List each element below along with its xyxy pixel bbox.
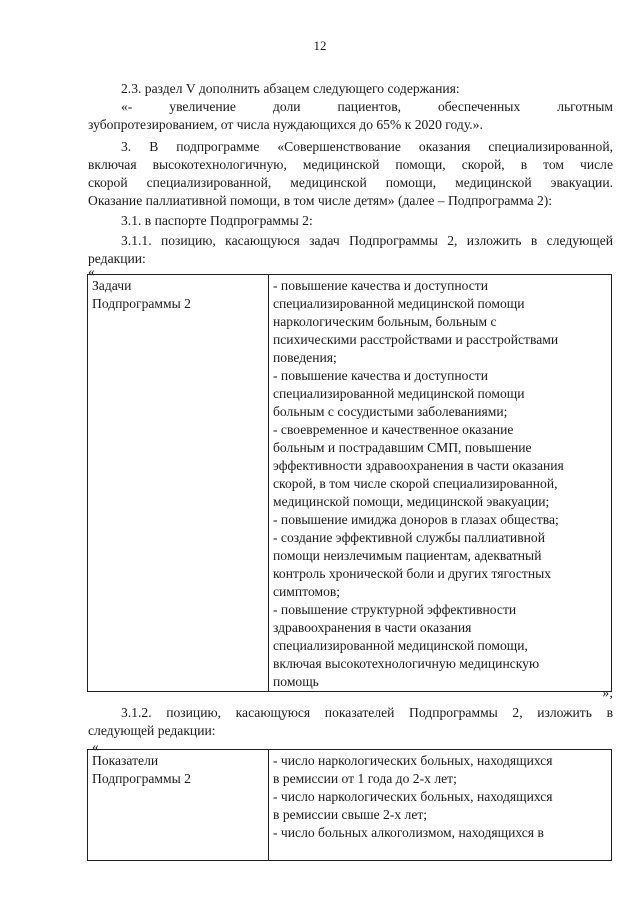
tasks-line: скорой, в том числе скорой специализированной, bbox=[273, 476, 558, 491]
quote-line-1: «- увеличение доли пациентов, обеспеченных льготным bbox=[121, 99, 613, 114]
item-2-3: 2.3. раздел V дополнить абзацем следующего содержания: bbox=[121, 81, 460, 96]
tasks-line: психическими расстройствами и расстройствами bbox=[273, 332, 559, 347]
item-3-line-1: 3. В подпрограмме «Совершенствование оказания специализированной, bbox=[121, 139, 613, 154]
indicators-table bbox=[87, 749, 612, 861]
tasks-line: контроль хронической боли и других тягостных bbox=[273, 566, 552, 581]
item-3-1-1-line-2: редакции: bbox=[88, 251, 146, 266]
indicators-label-line: Показатели bbox=[92, 753, 159, 768]
tasks-table bbox=[87, 274, 612, 692]
indicators-line: в ремиссии свыше 2-х лет; bbox=[273, 807, 428, 822]
indicators-line: в ремиссии от 1 года до 2-х лет; bbox=[273, 771, 457, 786]
tasks-line: симптомов; bbox=[273, 584, 341, 599]
tasks-line: больным и пострадавшим СМП, повышение bbox=[273, 440, 532, 455]
close-quote: »; bbox=[602, 685, 613, 700]
tasks-line: - своевременное и качественное оказание bbox=[273, 422, 514, 437]
tasks-line: специализированной медицинской помощи bbox=[273, 296, 525, 311]
tasks-line: эффективности здравоохранения в части оказания bbox=[273, 458, 564, 473]
tasks-line: включая высокотехнологичную медицинскую bbox=[273, 656, 540, 671]
item-3-1-2-line-2: следующей редакции: bbox=[88, 723, 216, 738]
tasks-line: - повышение имиджа доноров в глазах общества; bbox=[273, 512, 559, 527]
tasks-line: помощь bbox=[273, 674, 319, 689]
tasks-line: больным с сосудистыми заболеваниями; bbox=[273, 404, 508, 419]
indicators-content-cell bbox=[269, 750, 612, 861]
indicators-line: - число наркологических больных, находящихся bbox=[273, 753, 553, 768]
tasks-label-cell bbox=[88, 275, 269, 692]
tasks-label-line: Подпрограммы 2 bbox=[92, 296, 191, 311]
item-3-1-1-line-1: 3.1.1. позицию, касающуюся задач Подпрограммы 2, изложить в следующей bbox=[121, 233, 613, 248]
item-3-line-3: скорой специализированной, медицинской помощи, медицинской эвакуации. bbox=[88, 175, 613, 190]
page-number: 12 bbox=[313, 38, 327, 53]
quote-line-2: зубопротезированием, от числа нуждающихся до 65% к 2020 году.». bbox=[88, 117, 483, 132]
item-3-line-4: Оказание паллиативной помощи, в том числе детям» (далее – Подпрограмма 2): bbox=[88, 193, 553, 208]
indicators-line: - число больных алкоголизмом, находящихся в bbox=[273, 825, 544, 840]
indicators-label-line: Подпрограммы 2 bbox=[92, 771, 191, 786]
tasks-line: специализированной медицинской помощи, bbox=[273, 638, 528, 653]
item-3-1-2-line-1: 3.1.2. позицию, касающуюся показателей Подпрограммы 2, изложить в bbox=[121, 705, 613, 720]
tasks-content-cell bbox=[269, 275, 612, 692]
tasks-line: - создание эффективной службы паллиативной bbox=[273, 530, 545, 545]
tasks-label-line: Задачи bbox=[92, 278, 132, 293]
tasks-line: здравоохранения в части оказания bbox=[273, 620, 472, 635]
indicators-label-cell bbox=[88, 750, 269, 861]
tasks-line: - повышение качества и доступности bbox=[273, 278, 489, 293]
tasks-line: помощи неизлечимым пациентам, адекватный bbox=[273, 548, 542, 563]
indicators-line: - число наркологических больных, находящихся bbox=[273, 789, 553, 804]
item-3-line-2: включая высокотехнологичную, медицинской помощи, скорой, в том числе bbox=[88, 157, 613, 172]
tasks-line: поведения; bbox=[273, 350, 337, 365]
item-3-1: 3.1. в паспорте Подпрограммы 2: bbox=[121, 213, 313, 228]
tasks-line: медицинской помощи, медицинской эвакуации; bbox=[273, 494, 550, 509]
open-quote: « bbox=[88, 264, 95, 279]
tasks-line: - повышение качества и доступности bbox=[273, 368, 489, 383]
tasks-line: - повышение структурной эффективности bbox=[273, 602, 517, 617]
tasks-line: специализированной медицинской помощи bbox=[273, 386, 525, 401]
tasks-line: наркологическим больным, больным с bbox=[273, 314, 497, 329]
open-quote-2: « bbox=[92, 739, 99, 754]
